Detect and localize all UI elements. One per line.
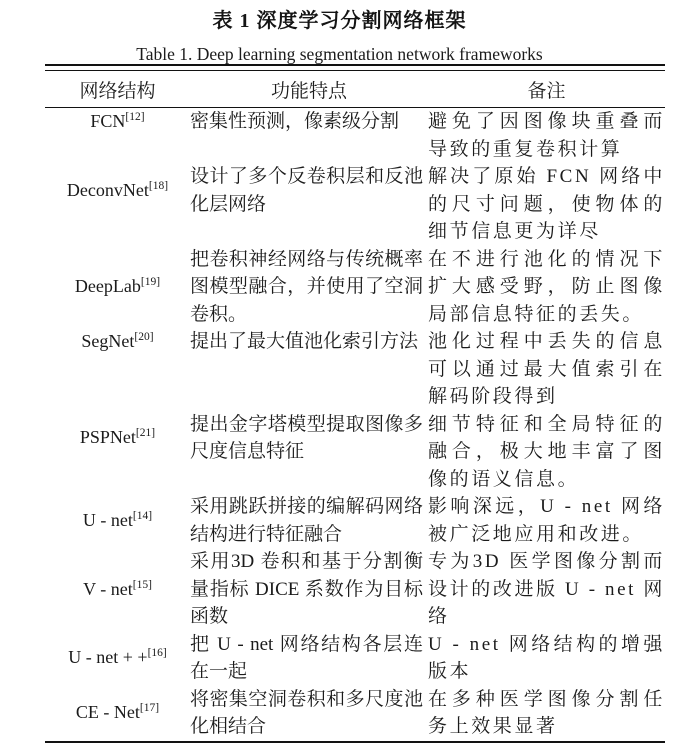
table-row: [45, 686, 665, 741]
feature-cell: 提出金字塔模型提取图像多尺度信息特征: [190, 413, 423, 462]
table-top-rule: [45, 64, 665, 71]
table-row: [45, 493, 665, 548]
network-name: CE - Net: [75, 702, 140, 723]
remark-cell: 在不进行池化的情况下扩大感受野，防止图像局部信息特征的丢失。: [428, 248, 665, 325]
table-row: [45, 246, 665, 329]
table-caption-english: Table 1. Deep learning segmentation network frameworks: [136, 44, 543, 64]
citation-ref: [19]: [140, 276, 161, 288]
remark-cell: 池化过程中丢失的信息可以通过最大值索引在解码阶段得到: [428, 331, 665, 407]
table-row: [45, 631, 665, 686]
column-header-remark: 备注: [527, 80, 566, 102]
citation-ref: [18]: [148, 179, 169, 192]
network-name-cell: [45, 273, 190, 301]
table: [45, 64, 665, 743]
remark-cell: 在多种医学图像分割任务上效果显著: [428, 688, 665, 737]
network-name-cell: [45, 644, 190, 672]
network-name-cell: [45, 507, 190, 535]
network-name: FCN: [90, 111, 126, 131]
table-row: [45, 548, 665, 631]
network-name-cell: [45, 576, 190, 604]
table-row: [45, 163, 665, 246]
feature-cell: 采用3D 卷积和基于分割衡量指标 DICE 系数作为目标函数: [190, 551, 423, 627]
remark-cell: 专为3D 医学图像分割而设计的改进版 U - net 网络: [428, 551, 665, 627]
network-name-cell: [45, 108, 190, 136]
citation-ref: [12]: [125, 111, 145, 123]
feature-cell: 设计了多个反卷积层和反池化层网络: [190, 166, 423, 215]
network-name: V - net: [83, 578, 133, 599]
table-header-row: [45, 71, 665, 107]
table-row: [45, 328, 665, 411]
feature-cell: 把 U - net 网络结构各层连在一起: [190, 633, 423, 682]
citation-ref: [15]: [132, 578, 152, 591]
network-name-cell: [45, 424, 190, 452]
table-caption-chinese: 表 1 深度学习分割网络框架: [212, 10, 467, 32]
column-header-feature: 功能特点: [270, 80, 347, 102]
network-name-cell: [45, 328, 190, 356]
citation-ref: [20]: [134, 331, 154, 343]
table-bottom-rule: [45, 741, 665, 743]
remark-cell: 避免了因图像块重叠而导致的重复卷积计算: [428, 111, 665, 160]
network-name: U - net + +: [68, 647, 148, 668]
feature-cell: 提出了最大值池化索引方法: [190, 331, 419, 352]
feature-cell: 把卷积神经网络与传统概率图模型融合，并使用了空洞卷积。: [190, 248, 423, 325]
citation-ref: [16]: [147, 647, 167, 660]
network-name: PSPNet: [79, 427, 136, 448]
citation-ref: [17]: [139, 702, 160, 715]
remark-cell: 影响深远，U - net 网络被广泛地应用和改进。: [428, 496, 665, 545]
network-name: DeepLab: [74, 276, 141, 296]
network-name-cell: [45, 699, 190, 727]
feature-cell: 将密集空洞卷积和多尺度池化相结合: [190, 688, 423, 737]
column-header-network: 网络结构: [79, 80, 156, 102]
network-name: U - net: [82, 509, 133, 530]
network-name: DeconvNet: [66, 179, 149, 200]
table-body: [45, 108, 665, 741]
feature-cell: 密集性预测，像素级分割: [190, 111, 400, 132]
feature-cell: 采用跳跃拼接的编解码网络结构进行特征融合: [190, 496, 423, 545]
network-name: SegNet: [81, 331, 135, 351]
citation-ref: [21]: [135, 427, 156, 440]
table-row: [45, 108, 665, 163]
table-row: [45, 411, 665, 494]
network-name-cell: [45, 177, 190, 205]
citation-ref: [14]: [132, 509, 153, 522]
remark-cell: 细节特征和全局特征的融合，极大地丰富了图像的语义信息。: [428, 413, 665, 490]
remark-cell: 解决了原始 FCN 网络中的尺寸问题，使物体的细节信息更为详尽: [428, 166, 665, 242]
remark-cell: U - net 网络结构的增强版本: [428, 633, 665, 682]
